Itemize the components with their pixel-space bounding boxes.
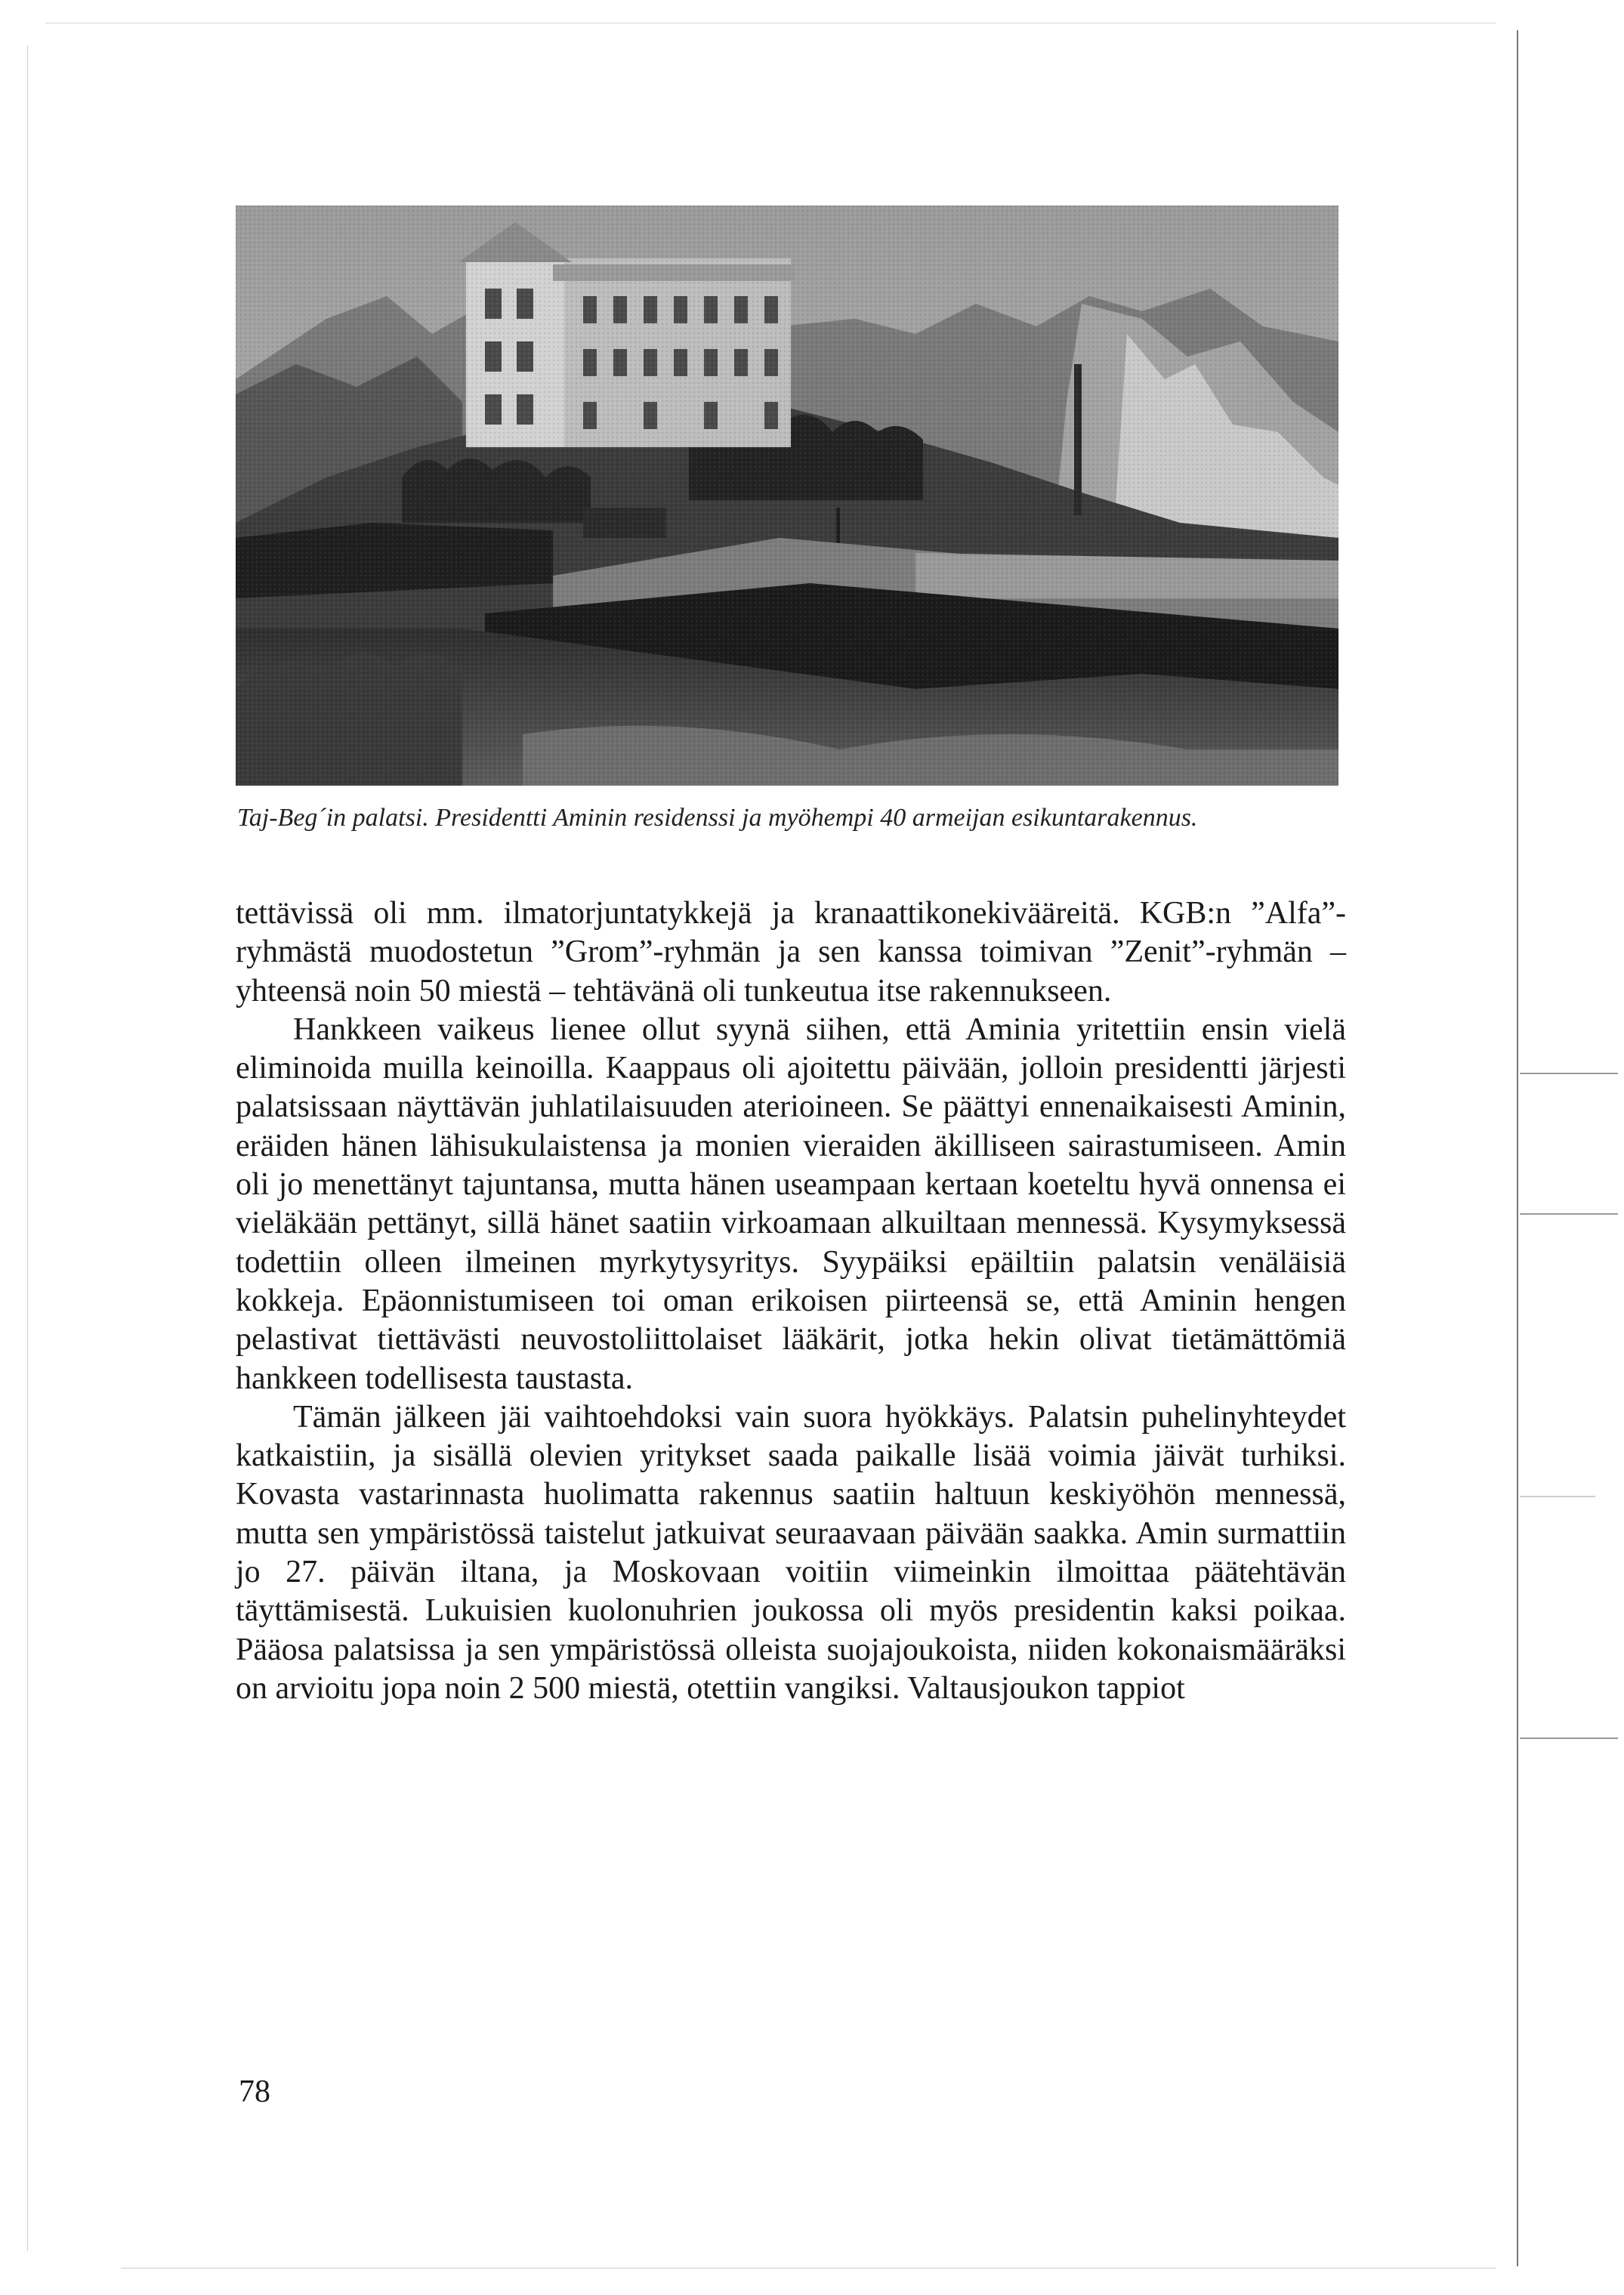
paragraph: tettävissä oli mm. ilmatorjuntatykkejä ja kranaattikonekivääreitä. KGB:n ”Alfa”-ryhmästä muodostetun ”Grom”-ryhmän ja sen kanssa toimivan ”Zenit”-ryhmän – yhteensä noin 50 miestä – tehtävänä oli tunkeutua itse rakennukseen. bbox=[236, 896, 1346, 1009]
scan-tick bbox=[1520, 1213, 1618, 1215]
paragraph: Hankkeen vaikeus lienee ollut syynä siihen, että Aminia yritettiin ensin vielä eliminoida muilla keinoilla. Kaappaus oli ajoitettu päivään, jolloin presidentti järjesti palatsissaan näyttävän juhlatilaisuuden aterioineen. Se päättyi ennenaikaisesti Aminin, eräiden hänen lähisukulaistensa ja monien vieraiden äkilliseen sairastumiseen. Amin oli jo menettänyt tajuntansa, mutta hänen useampaan kertaan koeteltu hyvä onnensa ei vieläkään pettänyt, sillä hänet saatiin virkoamaan alkuiltaan mennessä. Kysymyksessä todettiin olleen ilmeinen myrkytysyritys. Syypäiksi epäiltiin palatsin venäläisiä kokkeja. Epäonnistumiseen toi oman erikoisen piirteensä se, että Aminin hengen pelastivat tiettävästi neuvostoliittolaiset lääkärit, jotka hekin olivat tietämättömiä hankkeen todellisesta taustasta. bbox=[236, 1012, 1346, 1396]
paragraph: Tämän jälkeen jäi vaihtoehdoksi vain suora hyökkäys. Palatsin puhelinyhteydet katkaistiin, ja sisällä olevien yritykset saada paikalle lisää voimia jäivät turhiksi. Kovasta vastarinnasta huolimatta rakennus saatiin haltuun keskiyöhön mennessä, mutta sen ympäristössä taistelut jatkuivat seuraavaan päivään saakka. Amin surmattiin jo 27. päivän iltana, ja Moskovaan voitiin viimeinkin ilmoittaa päätehtävän täyttämisestä. Lukuisien kuolonuhrien joukossa oli myös presidentin kaksi poikaa. Pääosa palatsissa ja sen ympäristössä olleista suojajoukoista, niiden kokonaismääräksi on arvioitu jopa noin 2 500 miestä, otettiin vangiksi. Valtausjoukon tappiot bbox=[236, 1399, 1346, 1706]
scan-tick bbox=[1520, 1496, 1595, 1497]
palace-photo-icon bbox=[236, 205, 1338, 786]
scan-tick bbox=[1520, 1737, 1618, 1739]
scan-tick bbox=[1520, 1073, 1618, 1074]
scan-edge-right bbox=[1517, 30, 1518, 2266]
body-text bbox=[236, 894, 1346, 1708]
palace-photo bbox=[236, 205, 1338, 786]
photo-caption: Taj-Beg´in palatsi. Presidentti Aminin residenssi ja myöhempi 40 armeijan esikuntarakennus. bbox=[237, 804, 1198, 832]
page-number: 78 bbox=[239, 2074, 270, 2109]
scan-edge-bottom bbox=[121, 2268, 1496, 2269]
scan-edge-left bbox=[27, 45, 28, 2251]
